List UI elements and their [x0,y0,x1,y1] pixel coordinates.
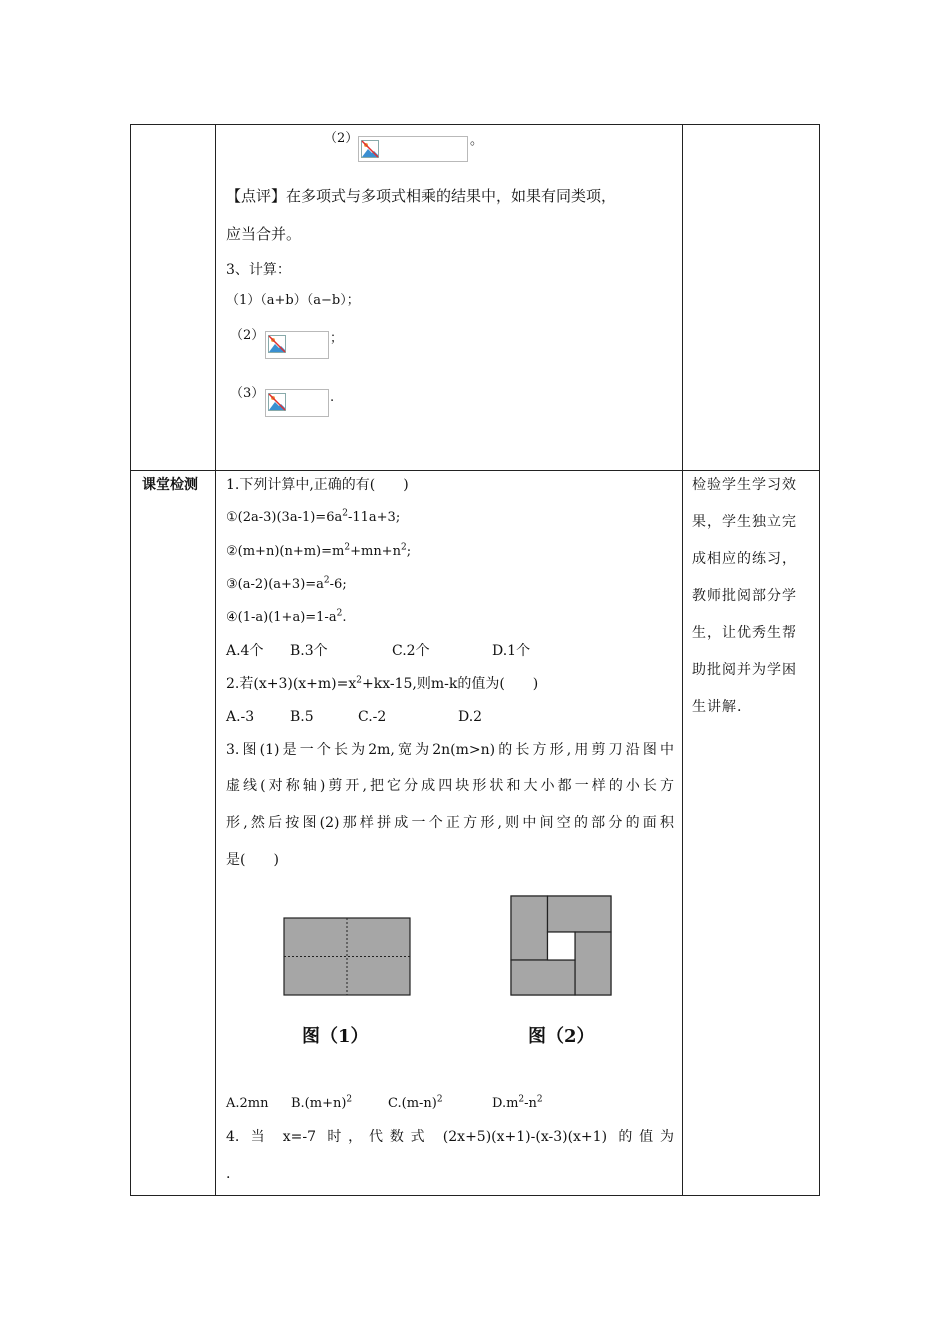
table-col-divider-1 [215,124,216,1196]
q1-choice-c: C.2个 [392,643,430,659]
item2-end: 。 [470,133,484,148]
table-right-border [819,124,820,1196]
q4-line-1: 4. 当 x=-7 时，代数式 (2x+5)(x+1)-(x-3)(x+1) 的值为 [226,1129,674,1145]
note-line: 生讲解. [692,699,743,715]
broken-image-icon [268,335,286,353]
row-label-class-check: 课堂检测 [142,477,198,493]
table-left-border [130,124,131,1196]
q3-item-3-end: . [330,390,335,405]
note-line: 检验学生学习效 [692,477,797,493]
q3-title: 3、计算： [226,262,291,278]
broken-image-icon [361,140,379,158]
q3-choice-b: $B.(m+n)^2$ [291,1094,353,1111]
table-bottom-border [130,1195,820,1196]
q2-choice-a: A.-3 [226,709,255,725]
q1-option-2: $②(m+n)(n+m)=m^2+mn+n^2$; [226,542,412,559]
comment-line-1: 【点评】在多项式与多项式相乘的结果中，如果有同类项， [226,187,617,205]
q3-choice-c: $C.(m-n)^2$ [388,1094,443,1111]
q2-choice-b: B.5 [290,709,314,725]
broken-image-icon [268,393,286,411]
q2-choice-c: C.-2 [358,709,387,725]
formula-image-placeholder [265,389,329,417]
q3-line-2: 虚线(对称轴)剪开,把它分成四块形状和大小都一样的小长方 [226,778,674,794]
table-col-divider-2 [682,124,683,1196]
table-top-border [130,124,820,125]
q3-line-1: 3.图(1)是一个长为2m,宽为2n(m>n)的长方形,用剪刀沿图中 [226,742,674,758]
note-line: 教师批阅部分学 [692,588,797,604]
item2-label: （2） [324,131,359,146]
note-line: 果，学生独立完 [692,514,797,530]
q4-line-2: . [226,1166,231,1182]
formula-image-placeholder [358,136,468,162]
note-line: 成相应的练习， [692,551,797,567]
formula-image-placeholder [265,331,329,359]
q1-choice-a: A.4个 [226,643,264,659]
table-row-divider [130,470,820,471]
q1-choice-b: B.3个 [290,643,328,659]
q3-item-2-label: （2） [230,328,265,343]
note-line: 助批阅并为学困 [692,662,797,678]
q1-option-4: $④(1-a)(1+a)=1-a^2$. [226,608,347,625]
q2-question: 2.若$(x+3)(x+m)=x^2+kx-15$,则m-k的值为( ) [226,675,539,692]
q3-choice-d: $D.m^2-n^2$ [492,1094,543,1111]
q1-choice-d: D.1个 [492,643,531,659]
q1-option-1: $①(2a-3)(3a-1)=6a^2-11a+3$; [226,508,401,525]
figure-1-rectangle [283,917,411,997]
q3-line-3: 形,然后按图(2)那样拼成一个正方形,则中间空的部分的面积 [226,815,674,831]
q3-choice-a: A.2mn [226,1096,269,1111]
q1-title: 1.下列计算中,正确的有( ) [226,477,409,493]
comment-line-2: 应当合并。 [226,225,302,243]
q1-option-3: $③(a-2)(a+3)=a^2-6$; [226,575,347,592]
note-line: 生，让优秀生帮 [692,625,797,641]
figure-2-caption: 图（2） [528,1026,595,1047]
q2-choice-d: D.2 [458,709,483,725]
figure-2-square [510,895,613,997]
q3-item-1: （1）（a+b）（a−b）； [226,293,360,308]
q3-line-4: 是( ) [226,852,279,868]
q3-item-3-label: （3） [230,386,265,401]
q3-item-2-end: ； [330,331,344,346]
figure-1-caption: 图（1） [302,1026,369,1047]
